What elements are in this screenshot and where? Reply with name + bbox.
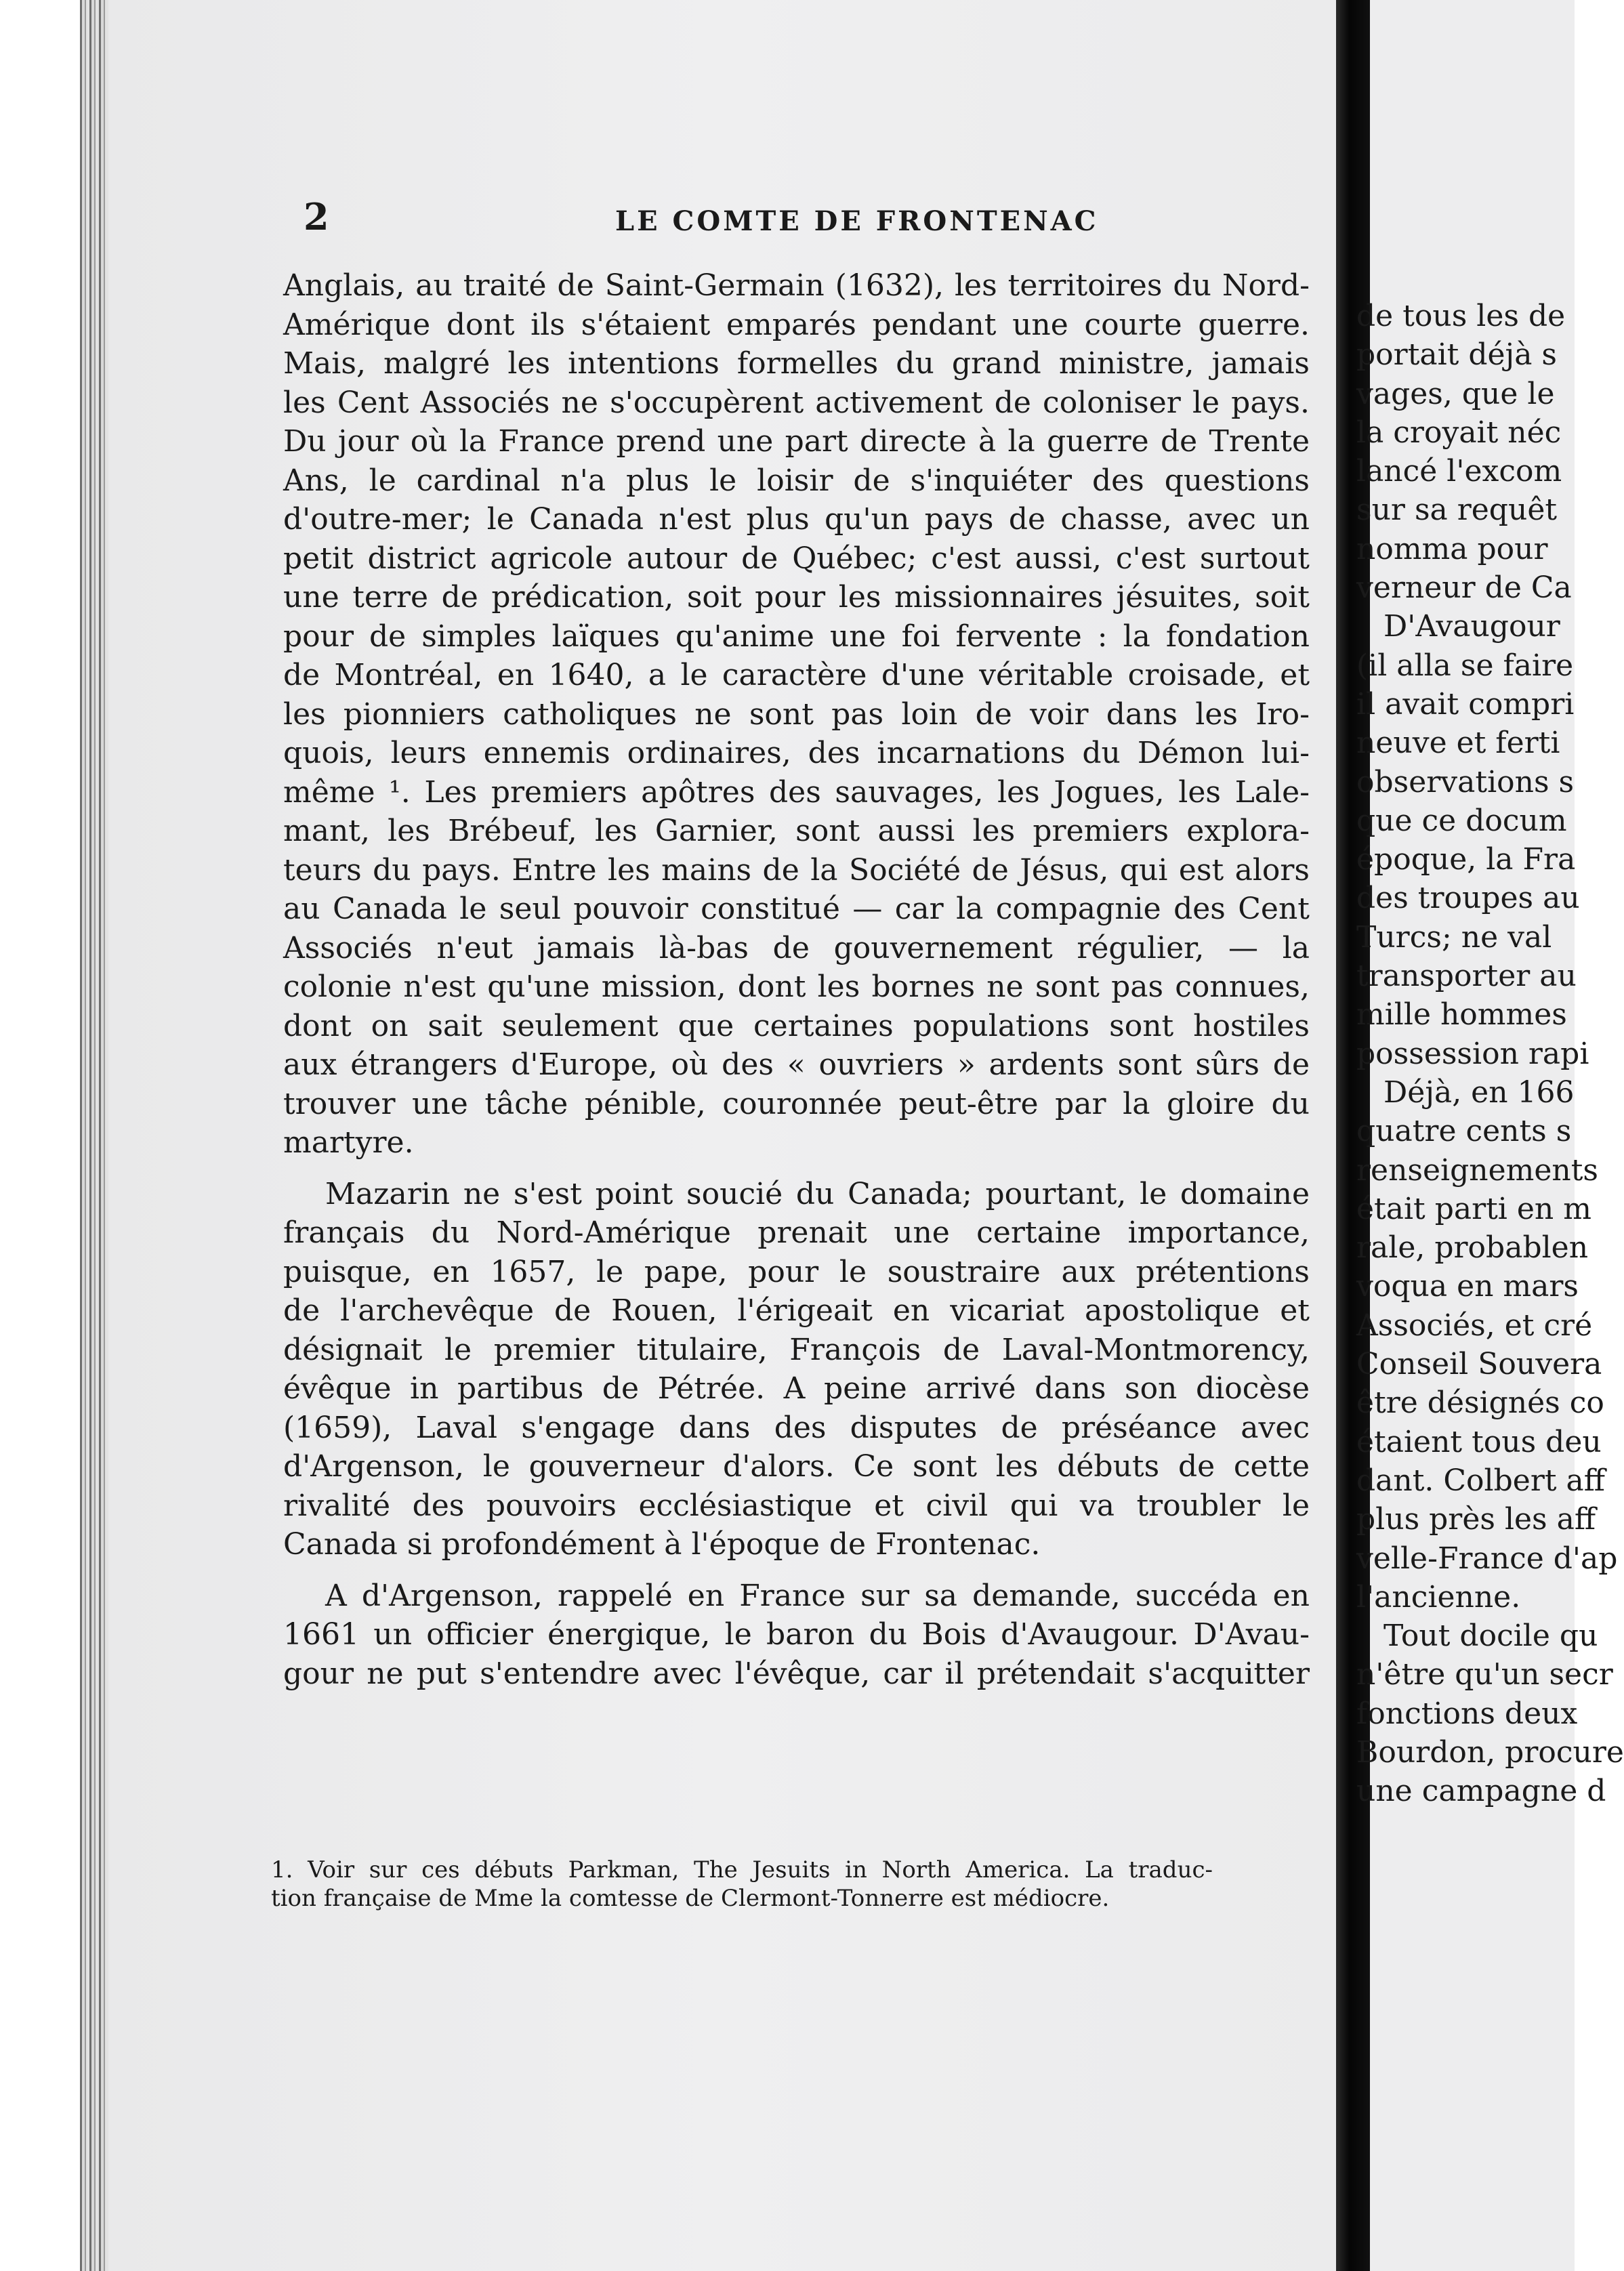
text-line: Du jour où la France prend une part directe à la guerre de Trente [283,424,1310,459]
right-text-line: portait déjà s [1356,337,1557,373]
right-text-line: de tous les de [1356,299,1566,333]
text-line: Anglais, au traité de Saint-Germain (1632), les territoires du Nord- [283,268,1310,303]
right-text-block [1356,297,1624,1811]
text-line: puisque, en 1657, le pape, pour le soustraire aux prétentions [283,1254,1310,1289]
text-line: même ¹. Les premiers apôtres des sauvages, les Jogues, les Lale- [283,774,1310,810]
text-line: Amérique dont ils s'étaient emparés pendant une courte guerre. [283,307,1310,342]
right-text-line: fonctions deux [1356,1696,1578,1731]
right-text-line: quatre cents s [1356,1114,1572,1149]
text-line: les Cent Associés ne s'occupèrent activement de coloniser le pays. [283,385,1310,420]
footnote [271,1856,1213,1913]
right-text-line: être désignés co [1356,1385,1604,1421]
right-text-line: Bourdon, procure [1356,1734,1624,1770]
right-text-line: Déjà, en 166 [1383,1075,1575,1110]
text-line: quois, leurs ennemis ordinaires, des incarnations du Démon lui- [283,736,1310,770]
scan-margin [0,0,81,2271]
paragraph-gap [283,1564,1310,1577]
footnote-line: tion française de Mme la comtesse de Clermont-Tonnerre est médiocre. [271,1885,1110,1912]
right-page [1356,0,1624,2271]
right-text-line: transporter au [1356,959,1577,994]
text-line: teurs du pays. Entre les mains de la Société de Jésus, qui est alors [283,852,1310,888]
right-text-line: possession rapi [1356,1036,1589,1071]
text-line: de Montréal, en 1640, a le caractère d'une véritable croisade, et [283,658,1310,692]
right-text-line: Turcs; ne val [1356,919,1552,955]
right-text-line: observations s [1356,764,1575,799]
right-text-line: une campagne d [1356,1774,1606,1809]
footnote-line: 1. Voir sur ces débuts Parkman, The Jesuits in North America. La traduc- [271,1856,1213,1883]
text-line: mant, les Brébeuf, les Garnier, sont aussi les premiers explora- [283,814,1310,848]
text-line: d'Argenson, le gouverneur d'alors. Ce sont les débuts de cette [283,1449,1310,1484]
right-text-line: Associés, et cré [1356,1308,1593,1343]
text-line: Mais, malgré les intentions formelles du grand ministre, jamais [283,346,1310,381]
right-text-line: des troupes au [1356,881,1580,916]
text-line: Associés n'eut jamais là-bas de gouvernement régulier, — la [283,930,1310,965]
right-text-line: la croyait néc [1356,415,1562,450]
text-line: Canada si profondément à l'époque de Frontenac. [283,1527,1041,1562]
right-text-line: que ce docum [1356,803,1567,838]
right-text-line: Conseil Souvera [1356,1347,1602,1382]
right-text-line: époque, la Fra [1356,842,1576,877]
right-text-line: lancé l'excom [1356,454,1562,489]
text-line: une terre de prédication, soit pour les missionnaires jésuites, soit [283,580,1310,614]
text-line: pour de simples laïques qu'anime une foi fervente : la fondation [283,619,1310,654]
text-line: gour ne put s'entendre avec l'évêque, car il prétendait s'acquitter [283,1656,1310,1691]
right-text-line: rale, probablen [1356,1230,1589,1266]
right-text-line: n'être qu'un secr [1356,1657,1613,1692]
text-line: désignait le premier titulaire, François de Laval-Montmorency, [283,1332,1310,1367]
right-text-line: D'Avaugour [1383,609,1560,644]
text-line: au Canada le seul pouvoir constitué — car la compagnie des Cent [283,892,1310,926]
right-text-line: velle-France d'ap [1356,1541,1618,1576]
text-line: 1661 un officier énergique, le baron du Bois d'Avaugour. D'Avau- [283,1617,1310,1652]
right-text-line: dant. Colbert aff [1356,1463,1606,1498]
text-line: A d'Argenson, rappelé en France sur sa demande, succéda en [325,1578,1310,1613]
text-line: les pionniers catholiques ne sont pas loin de voir dans les Iro- [283,696,1310,732]
right-text-line: renseignements [1356,1152,1599,1188]
paragraph-gap [283,1163,1310,1175]
right-text-line: étaient tous deu [1356,1424,1602,1459]
text-line: petit district agricole autour de Québec; c'est aussi, c'est surtout [283,541,1310,576]
text-line: de l'archevêque de Rouen, l'érigeait en vicariat apostolique et [283,1293,1310,1328]
right-text-line: verneur de Ca [1356,570,1572,606]
right-text-line: neuve et ferti [1356,726,1560,761]
right-text-line: (il alla se faire [1356,648,1574,683]
binding-edge [80,0,111,2271]
body-text [283,266,1310,1693]
text-line: aux étrangers d'Europe, où des « ouvriers » ardents sont sûrs de [283,1047,1310,1082]
right-text-line: était parti en m [1356,1191,1591,1226]
right-text-line: vages, que le [1356,376,1555,411]
text-line: d'outre-mer; le Canada n'est plus qu'un pays de chasse, avec un [283,502,1310,537]
text-line: français du Nord-Amérique prenait une certaine importance, [283,1215,1310,1250]
text-line: dont on sait seulement que certaines populations sont hostiles [283,1008,1310,1043]
right-text-line: nomma pour [1356,531,1548,566]
text-line: rivalité des pouvoirs ecclésiastique et civil qui va troubler le [283,1488,1310,1523]
right-text-line: sur sa requêt [1356,493,1558,528]
text-line: Mazarin ne s'est point soucié du Canada; pourtant, le domaine [325,1176,1310,1211]
right-text-line: il avait compri [1356,686,1575,722]
text-line: trouver une tâche pénible, couronnée peut-être par la gloire du [283,1086,1310,1121]
text-line: Ans, le cardinal n'a plus le loisir de s'inquiéter des questions [283,463,1310,498]
text-line: colonie n'est qu'une mission, dont les bornes ne sont pas connues, [283,970,1310,1004]
right-text-line: l'ancienne. [1356,1579,1521,1614]
text-line: martyre. [283,1125,414,1160]
right-text-line: mille hommes [1356,997,1567,1033]
running-head: LE COMTE DE FRONTENAC [615,205,1099,237]
text-line: (1659), Laval s'engage dans des disputes de préséance avec [283,1410,1310,1445]
page-number: 2 [304,195,329,238]
right-text-line: Tout docile qu [1383,1619,1598,1654]
right-text-line: voqua en mars [1356,1269,1579,1304]
right-text-line: plus près les aff [1356,1502,1596,1537]
text-line: évêque in partibus de Pétrée. A peine arrivé dans son diocèse [283,1371,1310,1406]
